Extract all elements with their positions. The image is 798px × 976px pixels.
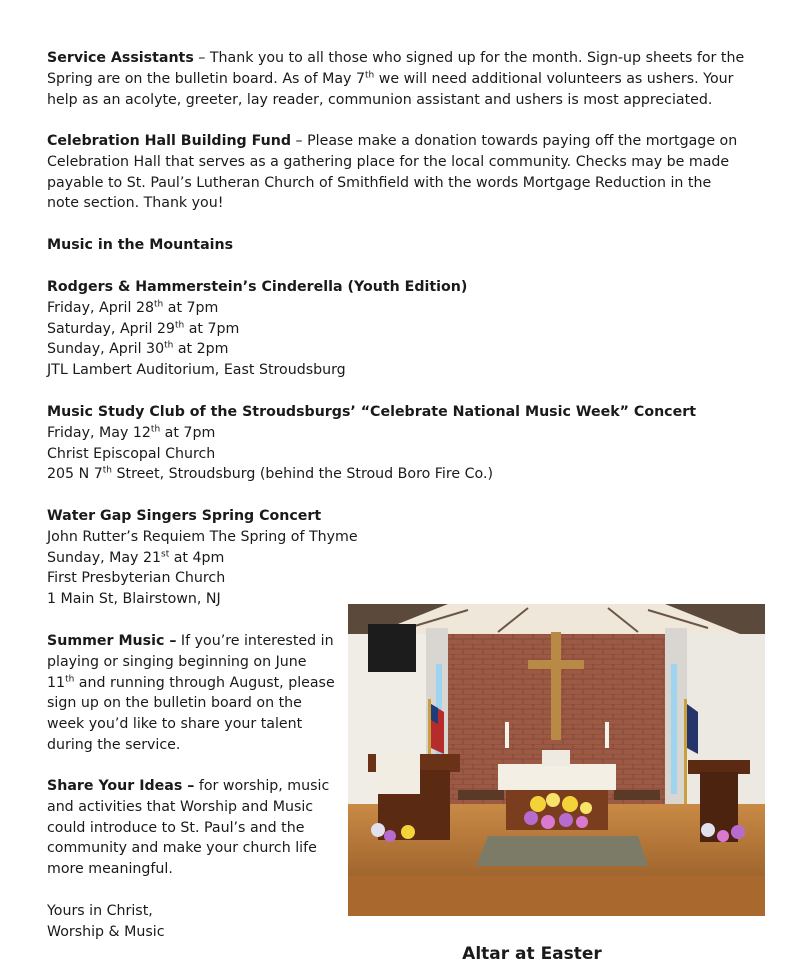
ordinal-suffix: th <box>365 70 375 81</box>
event-title: Music Study Club of the Stroudsburgs’ “Celebrate National Music Week” Concert <box>47 404 696 420</box>
event-title: Water Gap Singers Spring Concert <box>47 508 322 524</box>
altar-illustration <box>348 604 765 916</box>
building-fund-paragraph <box>47 131 747 214</box>
summer-music-text: If you’re interested in playing or singing beginning on June 11 <box>47 633 334 691</box>
study-club-event <box>47 402 747 485</box>
building-fund-heading: Celebration Hall Building Fund <box>47 133 291 149</box>
closing <box>47 901 327 943</box>
event-date: Friday, May 12th at 7pm <box>47 424 216 441</box>
event-venue: First Presbyterian Church <box>47 570 226 587</box>
ordinal-suffix: th <box>65 673 75 684</box>
event-date: Sunday, May 21st at 4pm <box>47 548 225 566</box>
event-date: Saturday, April 29th at 7pm <box>47 319 240 337</box>
share-ideas-paragraph <box>47 776 332 880</box>
cinderella-event <box>47 277 747 381</box>
music-heading-text: Music in the Mountains <box>47 237 234 253</box>
event-date: Friday, April 28th at 7pm <box>47 299 219 316</box>
service-assistants-text: – Thank you to all those who signed up for the month. Sign-up sheets for the Spring are on the bulletin board. As of May 7 <box>47 50 745 87</box>
service-assistants-paragraph <box>47 48 747 110</box>
event-title: Rodgers & Hammerstein’s Cinderella (Youth Edition) <box>47 279 468 295</box>
summer-music-paragraph <box>47 631 335 756</box>
summer-music-text-cont: and running through August, please sign up on the bulletin board on the week you’d like to share your talent during the service. <box>47 674 335 753</box>
building-fund-text: – Please make a donation towards paying off the mortgage on Celebration Hall that serves as a gathering place for the local community. Checks may be made payable to St. Paul’s Lutheran Church of Smithfield with the words Mortgage Reduction in the note section. Thank you! <box>47 133 738 212</box>
event-date: Sunday, April 30th at 2pm <box>47 340 229 358</box>
altar-photo <box>348 604 765 916</box>
service-assistants-heading: Service Assistants <box>47 50 194 66</box>
event-venue: Christ Episcopal Church <box>47 445 216 462</box>
event-program: John Rutter’s Requiem The Spring of Thyme <box>47 528 358 545</box>
water-gap-event <box>47 506 747 610</box>
event-address: 1 Main St, Blairstown, NJ <box>47 591 221 608</box>
service-assistants-text-cont: we will need additional volunteers as ushers. Your help as an acolyte, greeter, lay reader, communion assistant and ushers is most appreciated. <box>47 70 734 108</box>
closing-signature: Worship & Music <box>47 923 165 940</box>
share-ideas-heading: Share Your Ideas – <box>47 778 195 794</box>
share-ideas-text: for worship, music and activities that Worship and Music could introduce to St. Paul’s and the community and make your church life more meaningful. <box>47 778 330 878</box>
music-heading <box>47 235 747 256</box>
event-venue: JTL Lambert Auditorium, East Stroudsburg <box>47 362 346 379</box>
event-address: 205 N 7th Street, Stroudsburg (behind the Stroud Boro Fire Co.) <box>47 465 493 483</box>
summer-music-heading: Summer Music – <box>47 633 177 649</box>
photo-caption: Altar at Easter <box>462 944 602 964</box>
closing-line: Yours in Christ, <box>47 903 153 919</box>
